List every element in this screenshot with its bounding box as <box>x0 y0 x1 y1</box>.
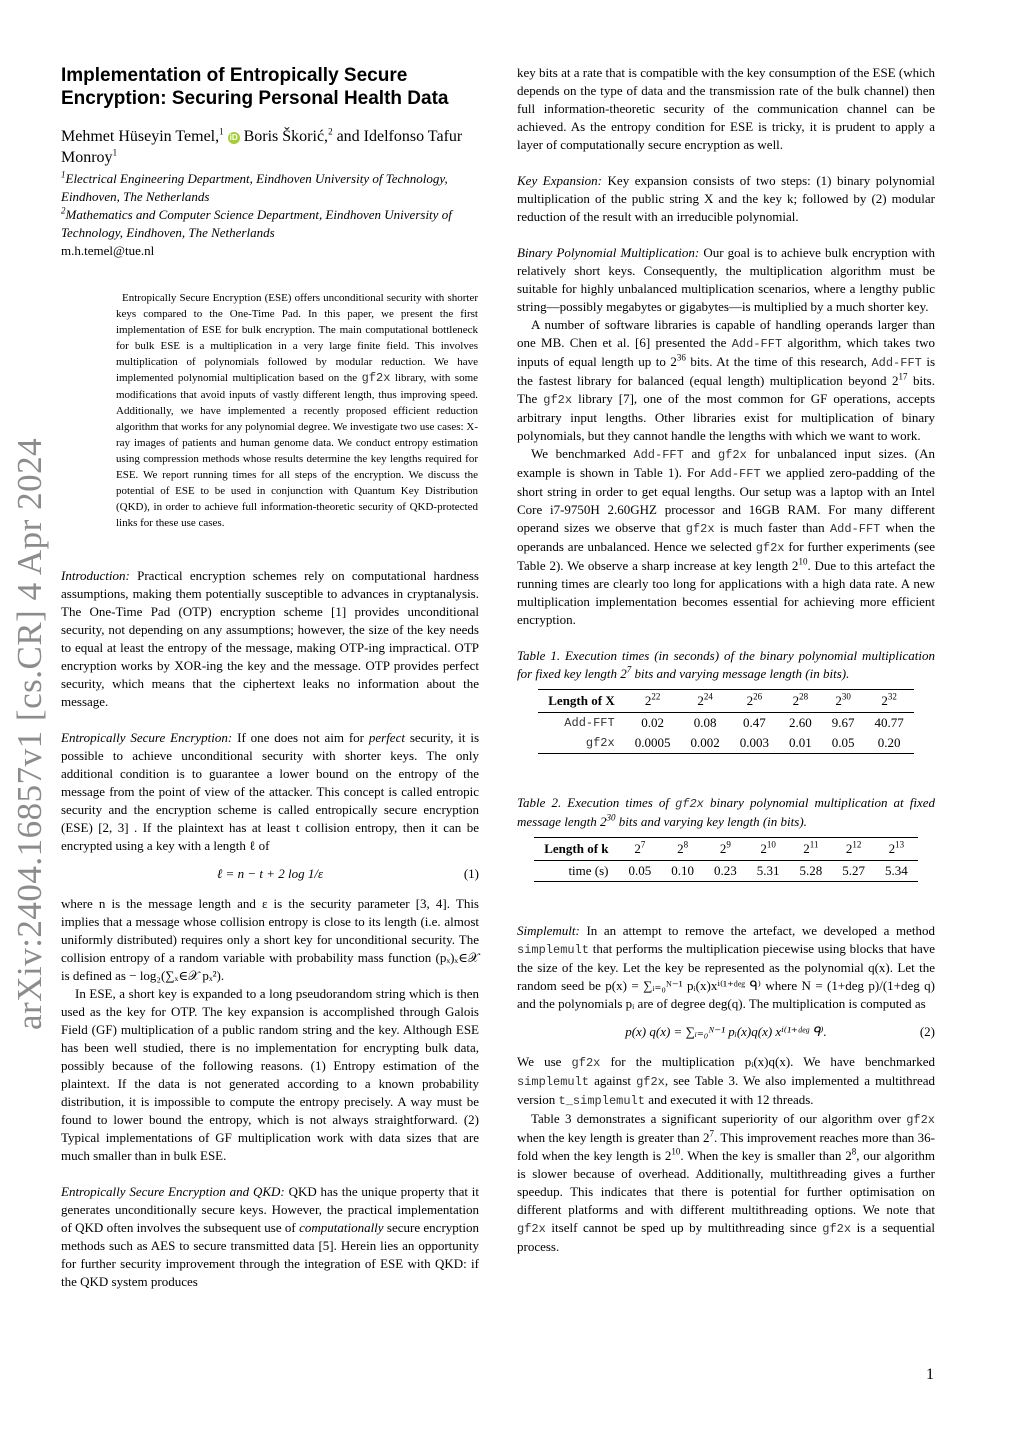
table-1-row <box>538 713 913 734</box>
table-2-col-header: $2^9$ <box>704 838 747 861</box>
author-2: Boris Škorić, <box>243 128 329 145</box>
page-number: 1 <box>926 1366 934 1383</box>
table-1-caption: Table 1. Execution times (in seconds) of the binary polynomial multiplication for fixed key length $2^7$ bits and varying message length (in bits). <box>517 648 935 681</box>
simplemult-paragraph: Simplemult: In an attempt to remove the artefact, we developed a method simplemult that performs the multiplication piecewise using blocks that have the size of the key. Let the key be represented as the polynomial q(x). Let the random seed be p(x) = ∑ᵢ₌₀ᴺ⁻¹ pᵢ(x)xⁱ⁽¹⁺ᵈᵉᵍ ᑫ⁾ where N = (1+deg p)/(1+deg q) and the polynomials pᵢ are of degree deg(q). The multiplication is computed as <box>517 923 936 1011</box>
table-2-cell: 5.34 <box>875 861 918 882</box>
table-2-header-label: Length of k <box>534 838 618 861</box>
table-2-cell: 0.10 <box>661 861 704 882</box>
orcid-icon[interactable]: iD <box>229 133 238 142</box>
table-2-col-header: $2^{12}$ <box>832 838 875 861</box>
ese-paragraph-3: In ESE, a short key is expanded to a long pseudorandom string which is then used as the key for OTP. The key expansion is accomplished through Galois Field (GF) multiplication of a public random string and the key. Although ESE has been well studied, there is no implementation for encrypting bulk data, possibly because of the following reasons. (1) Entropy estimation of the plaintext. If the data is not generated according to a known probability distribution, it is impossible to compute the entropy precisely. A way must be found to lower bound the entropy, which is not always straightforward. (2) Typical implementations of GF multiplication work with data sizes that are much smaller than in bulk ESE. <box>61 986 479 1164</box>
table-1-col-header: $2^{30}$ <box>822 690 865 713</box>
ese-heading: Entropically Secure Encryption: <box>61 730 233 746</box>
equation-2: p(x) q(x) = ∑ᵢ₌₀ᴺ⁻¹ pᵢ(x)q(x) xⁱ⁽¹⁺ᵈᵉᵍ ᑫ⁾. (2) <box>625 1024 935 1039</box>
author-1: Mehmet Hüseyin Temel, <box>61 128 220 145</box>
table-1-cell: 0.003 <box>730 733 779 754</box>
arxiv-stamp: arXiv:2404.16857v1 [cs.CR] 4 Apr 2024 <box>10 437 49 1030</box>
bpm-heading: Binary Polynomial Multiplication: <box>517 245 700 260</box>
table-2-header-row <box>534 838 918 861</box>
ese-paragraph-2: where n is the message length and ε is the security parameter [3, 4]. This implies that a message whose collision entropy is close to its length (i.e. almost uniformly distributed) requires only a short key for unconditional security. The collision entropy of a random variable with probability mass function (pₓ)ₓ∈𝒳 is defined as − log₂(∑ₓ∈𝒳 pₓ²). <box>61 896 479 984</box>
table-1-cell: 0.08 <box>693 715 717 730</box>
abstract: Entropically Secure Encryption (ESE) offers unconditional security with shorter keys compared to the One-Time Pad. In this paper, we present the first implementation of ESE for bulk encryption. The main computational bottleneck for bulk ESE is a multiplication in a very large finite field. This involves multiplication of polynomials followed by modular reduction. We have implemented polynomial multiplication based on the gf2x library, with some modifications that avoid inputs of vastly different length, thus improving speed. Additionally, we have implemented a recently proposed efficient reduction algorithm that works for any polynomial degree. We investigate two use cases: X-ray images of patients and human genome data. We conduct entropy estimation using compression methods whose results determine the key lengths required for ESE. We report running times for all steps of the encryption. We discuss the potential of ESE to be used in conjunction with Quantum Key Distribution (QKD), in order to achieve full information-theoretic security of QKD-protected links for these use cases. <box>116 292 479 530</box>
key-expansion-heading: Key Expansion: <box>517 173 602 188</box>
table-2-cell: 5.27 <box>832 861 875 882</box>
equation-2-number: (2) <box>919 1024 935 1039</box>
table-2-col-header: $2^8$ <box>661 838 704 861</box>
benchmark-paragraph: We benchmarked Add-FFT and gf2x for unbalanced input sizes. (An example is shown in Table 1). For Add-FFT we applied zero-padding of the short string in order to get equal lengths. Our setup was a laptop with an Intel Core i7-9750H 2.60GHZ processor and 16GB RAM. For many different operand sizes we observe that gf2x is much faster than Add-FFT when the operands are unbalanced. Hence we selected gf2x for further experiments (see Table 2). We observe a sharp increase at key length $2^{10}$. Due to this artefact the running times are clearly too long for applications with a high data rate. A new multiplication implementation becomes essential for achieving more efficient encryption. <box>517 446 936 627</box>
author-email[interactable]: m.h.temel@tue.nl <box>61 243 155 258</box>
table-1-col-header: $2^{26}$ <box>730 690 779 713</box>
table-1-col-header: $2^{32}$ <box>864 690 913 713</box>
equation-1: ℓ = n − t + 2 log 1/ε (1) <box>216 866 479 882</box>
table-1-col-header: $2^{22}$ <box>625 690 681 713</box>
table-1-cell: 9.67 <box>831 715 855 730</box>
left-column <box>61 64 479 1291</box>
table-1-col-header: $2^{28}$ <box>779 690 822 713</box>
table-1-col-header: $2^{24}$ <box>680 690 729 713</box>
table-1-row <box>538 733 913 754</box>
gf2x-code: gf2x <box>361 371 391 386</box>
affiliation-1: $^1$Electrical Engineering Department, Eindhoven University of Technology, Eindhoven, The Netherlands <box>61 169 448 204</box>
table-1 <box>538 689 913 754</box>
table-1-cell: 0.0005 <box>625 733 681 754</box>
introduction-heading: Introduction: <box>61 568 130 584</box>
table-1-cell: 0.01 <box>779 733 822 754</box>
table-1-cell: 2.60 <box>788 715 812 730</box>
table-2-row <box>534 861 918 882</box>
table-2 <box>534 837 918 882</box>
author-3-affil: 1 <box>112 147 118 158</box>
table-1-cell: 0.20 <box>864 733 913 754</box>
table-1-header-label: Length of X <box>538 690 624 713</box>
introduction-paragraph: Introduction: Practical encryption schemes rely on computational hardness assumptions, making them potentially susceptible to advances in cryptanalysis. The One-Time Pad (OTP) encryption scheme [1] provides unconditional security, not depending on any assumptions; however, the size of the key needs to equal at least the entropy of the message, making OTP-ing impractical. OTP encryption works by XOR-ing the key and the message. OTP provides perfect security, which means that the ciphertext leaks no information about the message. <box>61 568 479 710</box>
qkd-paragraph-continued: key bits at a rate that is compatible with the key consumption of the ESE (which depends on the type of data and the transmission rate of the bulk channel) then full information-theoretic security of the communication channel can be achieved. As the entropy condition for ESE is tricky, it is prudent to apply a layer of computationally secure encryption as well. <box>517 65 935 152</box>
table-2-cell: 5.31 <box>747 861 790 882</box>
table-1-cell: 0.02 <box>641 715 664 730</box>
table-2-col-header: $2^{13}$ <box>875 838 918 861</box>
table-2-col-header: $2^{11}$ <box>790 838 833 861</box>
table-2-cell: 0.05 <box>619 861 662 882</box>
affiliation-2: $^2$Mathematics and Computer Science Department, Eindhoven University of Technology, Eindhoven, The Netherlands <box>61 205 452 240</box>
table-1-cell: 40.77 <box>874 715 904 730</box>
table-2-cell: 0.23 <box>704 861 747 882</box>
table-2-caption: Table 2. Execution times of gf2x binary polynomial multiplication at fixed message length $2^{30}$ bits and varying key length (in bits). <box>517 795 935 829</box>
author-3: and Idelfonso Tafur Monroy <box>61 128 463 166</box>
table-2-row-label: time (s) <box>534 861 618 882</box>
table-1-cell: 0.002 <box>680 733 729 754</box>
table-1-row-label: gf2x <box>538 733 624 754</box>
table-1-header-row <box>538 690 913 713</box>
qkd-paragraph: Entropically Secure Encryption and QKD: QKD has the unique property that it generates unconditionally secure keys. However, the practical implementation of QKD often involves the subsequent use of computationally secure encryption methods such as AES to secure transmitted data [5]. Herein lies an opportunity for further security improvement through the integration of ESE with QKD: if the QKD system produces <box>61 1184 480 1290</box>
table-1-cell: 0.05 <box>822 733 865 754</box>
ese-paragraph: Entropically Secure Encryption: If one does not aim for perfect security, it is possible to achieve unconditional security with shorter keys. The only additional condition is to guarantee a lower bound on the entropy of the message from the point of view of the attacker. This concept is called entropic security and the encryption scheme is called entropically secure encryption (ESE) [2, 3] . If the plaintext has at least t collision entropy, then it can be encrypted using a key with a length ℓ of <box>61 730 480 854</box>
libraries-paragraph: A number of software libraries is capable of handling operands larger than one MB. Chen et al. [6] presented the Add-FFT algorithm, which takes two inputs of equal length up to $2^{36}$ bits. At the time of this research, Add-FFT is the fastest library for balanced (equal length) multiplication beyond $2^{17}$ bits. The gf2x library [7], one of the most common for GF operations, accepts arbitrary input lengths. Other libraries exist for multiplication of binary polynomials, but they cannot handle the lengths with which we want to work. <box>517 317 936 443</box>
table-1-cell: 0.47 <box>742 715 766 730</box>
table-2-col-header: $2^7$ <box>619 838 662 861</box>
author-list <box>61 126 479 168</box>
paper-title: Implementation of Entropically Secure Encryption: Securing Personal Health Data <box>61 65 449 109</box>
table-1-row-label: Add-FFT <box>564 716 615 730</box>
table-2-col-header: $2^{10}$ <box>747 838 790 861</box>
simplemult-heading: Simplemult: <box>517 923 580 938</box>
qkd-heading: Entropically Secure Encryption and QKD: <box>61 1184 285 1200</box>
equation-1-number: (1) <box>463 866 479 882</box>
simplemult-paragraph-3: Table 3 demonstrates a significant superiority of our algorithm over gf2x when the key length is greater than $2^7$. This improvement reaches more than 36-fold when the key length is $2^{10}$. When the key is smaller than $2^8$, our algorithm is slower because of overhead. Additionally, multithreading gives a further speedup. This indicates that there is potential for further optimisation on different platforms and with different multithreading options. We note that gf2x itself cannot be sped up by multithreading since gf2x is a sequential process. <box>517 1111 936 1254</box>
author-2-affil: 2 <box>328 126 333 137</box>
right-column <box>517 64 935 1256</box>
bpm-paragraph: Binary Polynomial Multiplication: Our goal is to achieve bulk encryption with relatively short keys. Consequently, the multiplication algorithm must be suitable for highly unbalanced multiplication scenarios, where a lengthy public string—possibly megabytes or gigabytes—is multiplied by a much shorter key. <box>517 245 936 314</box>
author-1-affil: 1 <box>219 126 224 137</box>
key-expansion-paragraph: Key Expansion: Key expansion consists of two steps: (1) binary polynomial multiplication of the public string X and the key k; followed by (2) modular reduction of the result with an irreducible polynomial. <box>517 173 936 224</box>
simplemult-paragraph-2: We use gf2x for the multiplication pᵢ(x)q(x). We have benchmarked simplemult against gf2x, see Table 3. We also implemented a multithread version t_simplemult and executed it with 12 threads. <box>517 1054 936 1108</box>
table-2-cell: 5.28 <box>790 861 833 882</box>
